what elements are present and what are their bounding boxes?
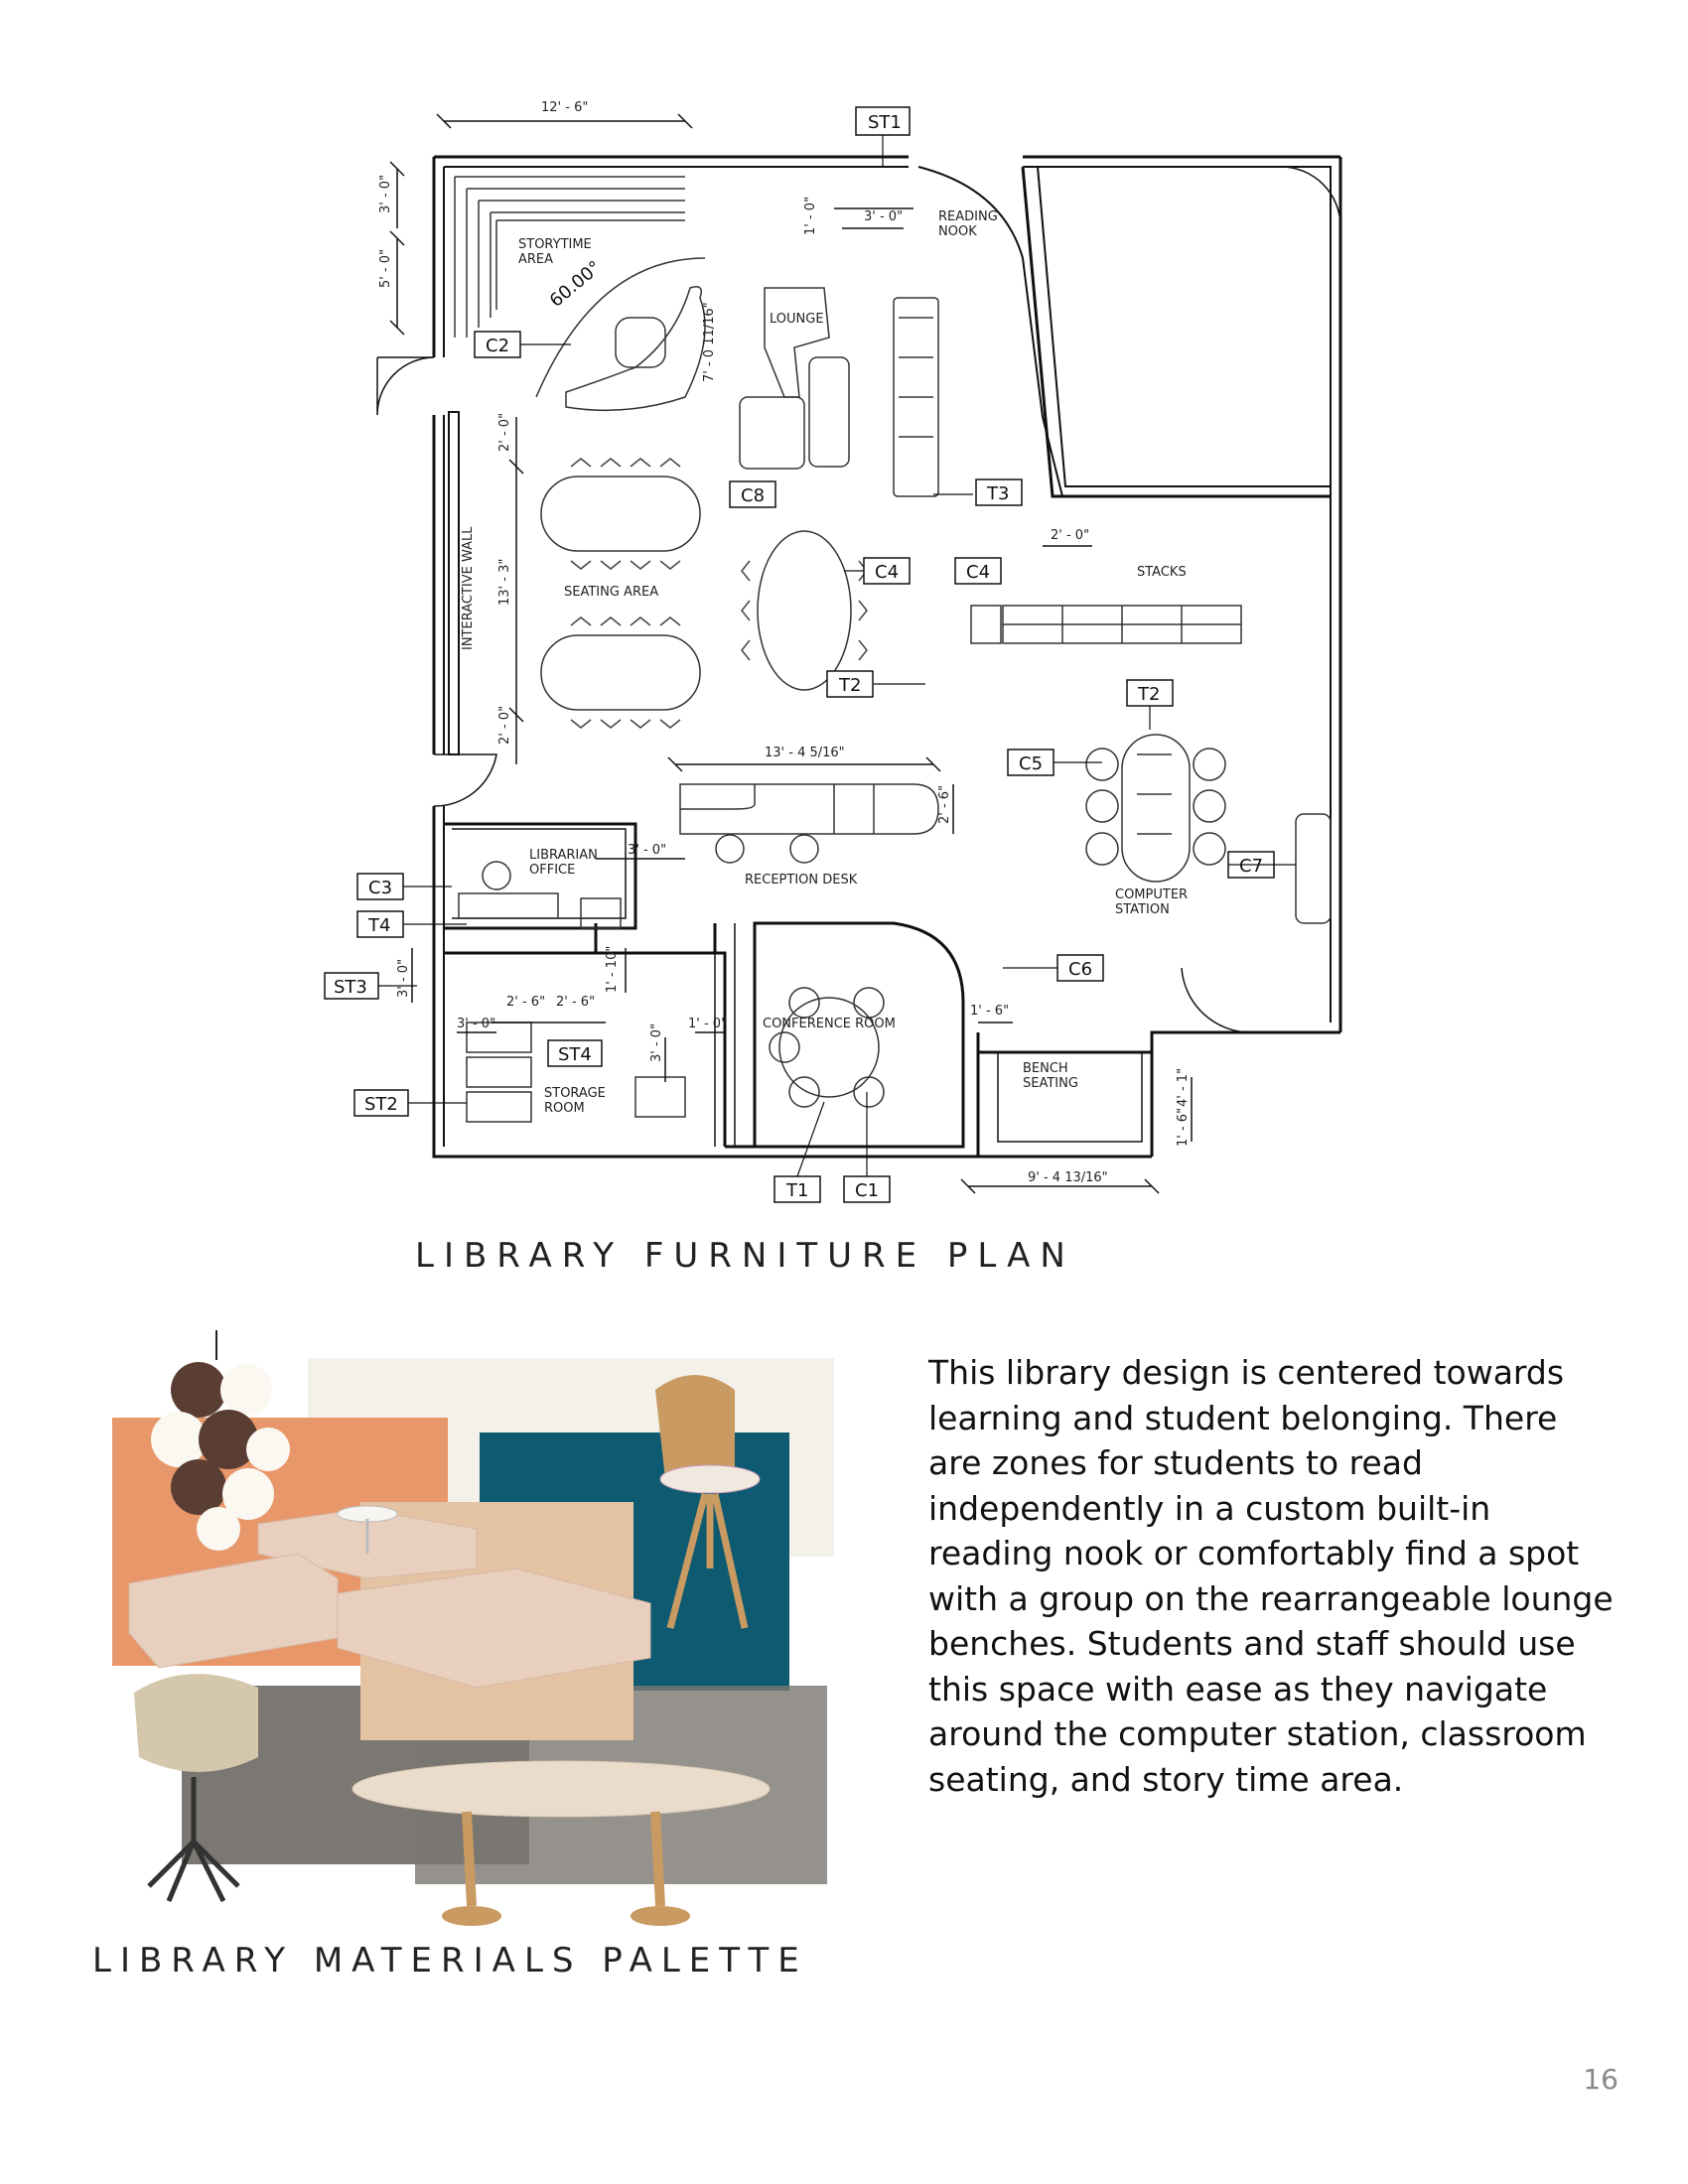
- interactive-wall-label: INTERACTIVE WALL: [461, 526, 476, 650]
- storytime-label-1: STORYTIME: [518, 237, 592, 252]
- wooden-chair: [655, 1375, 760, 1628]
- palette-title: LIBRARY MATERIALS PALETTE: [92, 1941, 808, 1980]
- tag-st4: ST4: [558, 1044, 592, 1065]
- bench-seating-block: [998, 1052, 1142, 1142]
- bench-seating-label-1: BENCH: [1023, 1061, 1068, 1076]
- conference-room-label: CONFERENCE ROOM: [763, 1017, 896, 1031]
- tag-c4a: C4: [875, 562, 900, 583]
- reception-desk-label: RECEPTION DESK: [745, 873, 858, 887]
- dim-reception-depth: 2' - 6": [937, 784, 952, 824]
- stacks-shelving: [971, 606, 1241, 643]
- dim-nook-gap: 1' - 0": [803, 196, 818, 235]
- storytime-bench: [455, 177, 685, 338]
- tag-c3: C3: [368, 878, 393, 898]
- desk-chair: [134, 1674, 258, 1901]
- stacks-room-wall: [1023, 167, 1331, 496]
- dim-seating-bottom: 2' - 0": [497, 705, 512, 745]
- plan-title: LIBRARY FURNITURE PLAN: [415, 1236, 1075, 1276]
- dim-angle: 60.00°: [545, 256, 606, 312]
- bench-seating-label-2: SEATING: [1023, 1076, 1078, 1091]
- tag-st1: ST1: [868, 112, 902, 133]
- floor-plan-drawing: [298, 89, 1410, 1231]
- dim-bench-width: 9' - 4 13/16": [1028, 1170, 1108, 1185]
- dim-bench-gap: 1' - 6": [970, 1004, 1010, 1019]
- reception-desk: [680, 784, 938, 863]
- seating-door: [434, 754, 496, 806]
- entry-door: [1182, 968, 1251, 1032]
- dim-seating-height: 13' - 3": [497, 558, 512, 606]
- tag-t2b: T2: [1138, 684, 1161, 705]
- conference-table: [770, 988, 884, 1107]
- librarian-office-label-1: LIBRARIAN: [529, 848, 598, 863]
- dim-left-top: 3' - 0": [378, 174, 393, 213]
- tag-st2: ST2: [364, 1094, 398, 1115]
- dim-storage-c: 1' - 10": [605, 945, 620, 993]
- storytime-label-2: AREA: [518, 252, 554, 267]
- window-bench: [1296, 814, 1331, 923]
- bench-walls: [978, 1032, 1152, 1157]
- tag-t4: T4: [368, 915, 391, 936]
- tag-c1: C1: [855, 1180, 880, 1201]
- tag-t3: T3: [987, 483, 1010, 504]
- dim-storage-e: 3' - 0": [649, 1023, 664, 1062]
- tag-c5: C5: [1019, 753, 1044, 774]
- oval-table: [352, 1761, 770, 1926]
- dim-conf-gap: 1' - 0": [688, 1017, 728, 1031]
- reading-nook-label-2: NOOK: [938, 224, 977, 239]
- tag-c6: C6: [1068, 959, 1093, 980]
- dim-curve: 7' - 0 11/16": [702, 302, 717, 382]
- storytime-door: [377, 357, 434, 415]
- callout-tag-labels: [334, 112, 1263, 1201]
- dim-office-door: 3' - 0": [628, 843, 667, 858]
- lounge-label: LOUNGE: [770, 312, 824, 327]
- dim-storage-a: 2' - 6": [506, 995, 546, 1010]
- dim-seating-top: 2' - 0": [497, 412, 512, 452]
- dim-left-mid: 5' - 0": [378, 248, 393, 288]
- dim-storage-b: 2' - 6": [556, 995, 596, 1010]
- librarian-office-label-2: OFFICE: [529, 863, 576, 878]
- seating-area-label: SEATING AREA: [564, 585, 659, 600]
- conference-walls: [725, 923, 963, 1147]
- computer-station: [1086, 735, 1225, 882]
- tag-c7: C7: [1239, 856, 1264, 877]
- dim-storage-d: 3' - 0": [457, 1017, 496, 1031]
- tag-t1: T1: [786, 1180, 809, 1201]
- storage-room-label-1: STORAGE: [544, 1086, 606, 1101]
- dim-nook-width: 3' - 0": [864, 209, 904, 224]
- tag-c8: C8: [741, 485, 766, 506]
- tag-c2: C2: [486, 336, 510, 356]
- dim-right-b: 4' - 1": [1176, 1067, 1191, 1107]
- dim-reception-width: 13' - 4 5/16": [765, 746, 845, 760]
- dim-stacks-gap: 2' - 0": [1051, 528, 1090, 543]
- computer-station-label-2: STATION: [1115, 902, 1170, 917]
- materials-palette-collage: [99, 1330, 854, 1926]
- dim-st3: 3' - 0": [396, 958, 411, 998]
- tag-c4b: C4: [966, 562, 991, 583]
- storage-room-label-2: ROOM: [544, 1101, 585, 1116]
- interactive-wall-panel: [449, 412, 459, 754]
- tag-t2a: T2: [839, 675, 862, 696]
- tag-st3: ST3: [334, 977, 367, 998]
- reading-nook-label-1: READING: [938, 209, 998, 224]
- dim-top-width: 12' - 6": [541, 100, 589, 115]
- furniture-illustrations: [99, 1330, 854, 1926]
- dim-right-a: 1' - 6": [1176, 1107, 1191, 1147]
- stacks-label: STACKS: [1137, 565, 1187, 580]
- furniture-plan: [298, 89, 1410, 1231]
- storytime-pod: [536, 258, 705, 410]
- design-description: This library design is centered towards learning and student belonging. There are zones for students to read independently in a custom built-in reading nook or comfortably find a spot with a group on the rearrangeable lounge benches. Students and staff should use this space with ease as they navigate around the computer station, classroom seating, and story time area.: [928, 1353, 1614, 1799]
- computer-station-label-1: COMPUTER: [1115, 887, 1189, 902]
- page-number: 16: [1583, 2063, 1618, 2096]
- pendant-lamp: [151, 1330, 290, 1551]
